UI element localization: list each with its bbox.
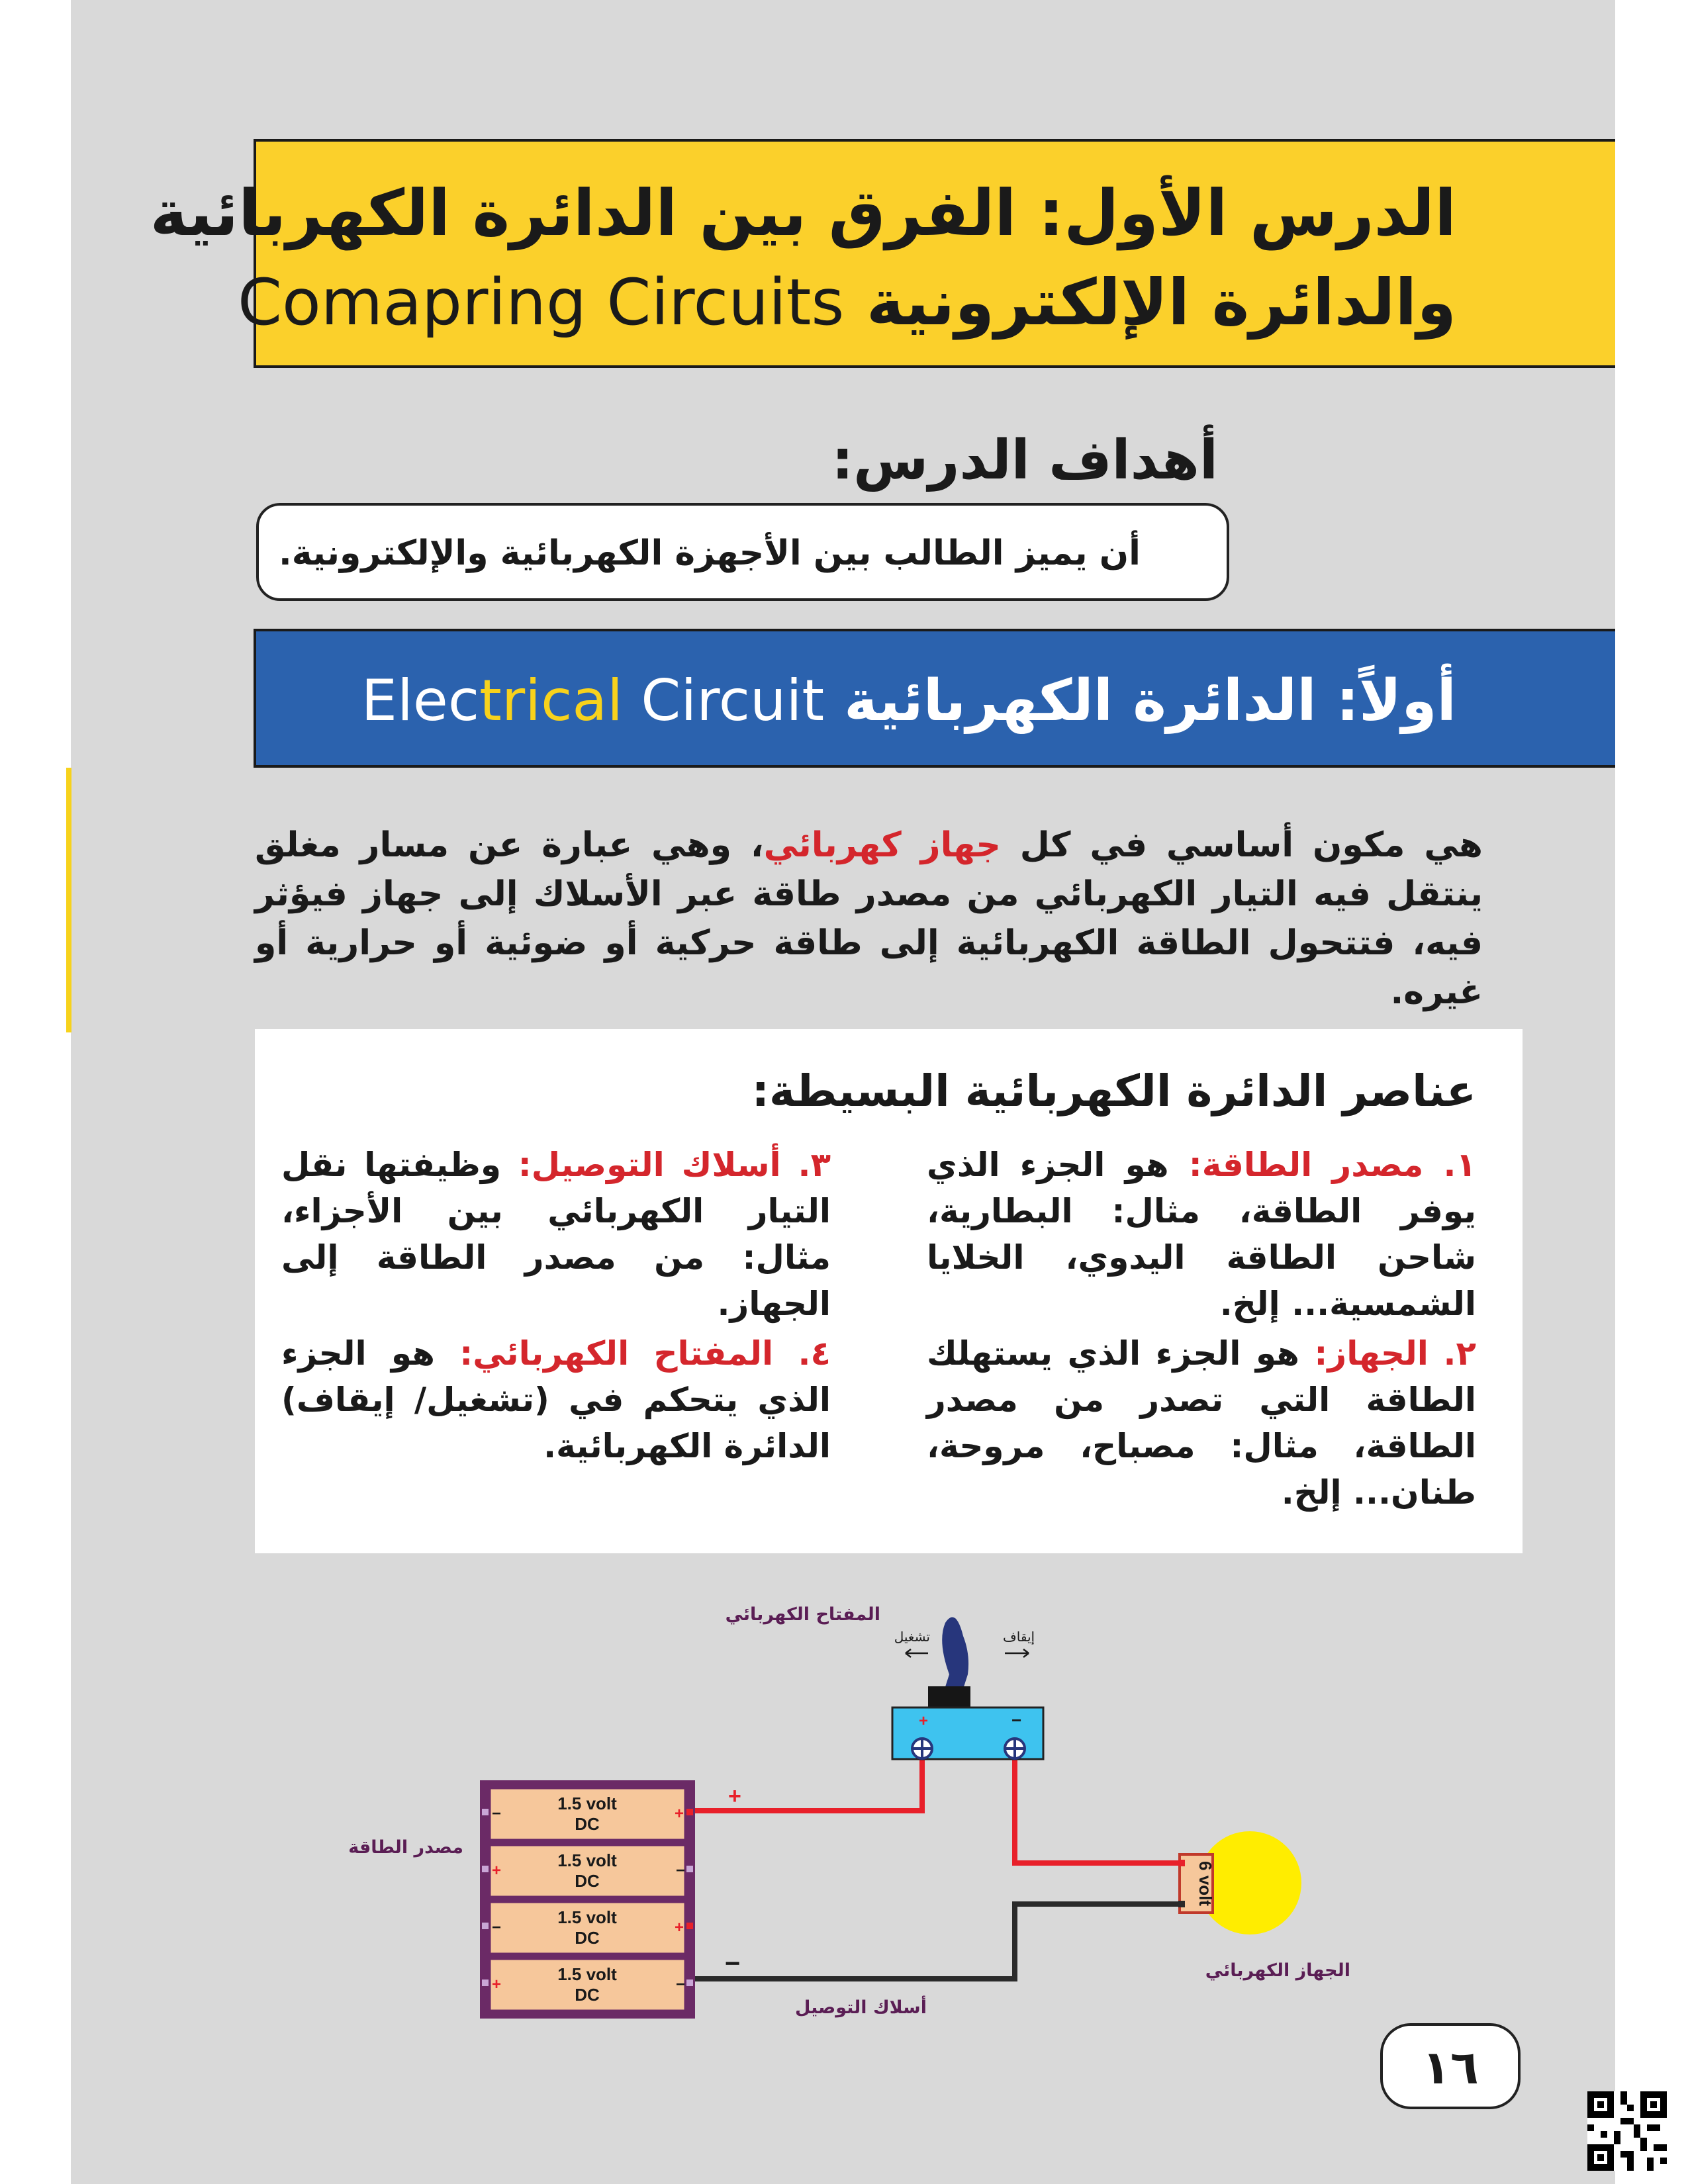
arrow-right-icon bbox=[1005, 1649, 1029, 1657]
cell-terminal bbox=[686, 1809, 693, 1815]
positive-wire bbox=[685, 1757, 922, 1811]
bulb-voltage: 6 volt bbox=[1196, 1861, 1215, 1906]
switch-sign: + bbox=[919, 1712, 929, 1730]
switch-on-label: تشغيل bbox=[894, 1629, 930, 1645]
element-text: هو الجزء الذي يتحكم في (تشغيل/ إيقاف) الدائرة الكهربائية. bbox=[281, 1334, 831, 1465]
cell-type: DC bbox=[575, 1814, 600, 1834]
bulb-terminal bbox=[1178, 1860, 1185, 1866]
bulb-terminal bbox=[1178, 1901, 1185, 1907]
section-title bbox=[361, 668, 1456, 734]
cell-terminal bbox=[482, 1923, 489, 1929]
element-item-wires bbox=[281, 1142, 831, 1327]
lesson-title-line-2 bbox=[237, 265, 1456, 340]
lesson-title-english: Comapring Circuits bbox=[237, 265, 845, 340]
intro-part-2: ، وهي عبارة عن مسار مغلق ينتقل فيه التيار الكهربائي من مصدر طاقة عبر الأسلاك إلى جهاز فيؤثر فيه، فتتحول الطاقة الكهربائية إلى طاقة حركية أو ضوئية أو حرارية أو غيره. bbox=[255, 825, 1483, 1012]
cell-voltage: 1.5 volt bbox=[557, 1907, 617, 1927]
cell-terminal bbox=[686, 1866, 693, 1872]
section-bar bbox=[254, 629, 1615, 768]
circuit-diagram bbox=[331, 1575, 1390, 2058]
section-title-en-2: trical bbox=[479, 668, 623, 734]
goals-box bbox=[256, 503, 1229, 601]
page-number-box bbox=[1380, 2023, 1521, 2109]
element-item-device bbox=[927, 1330, 1476, 1516]
cell-sign: + bbox=[675, 1919, 684, 1936]
cell-type: DC bbox=[575, 1871, 600, 1891]
cell-sign: + bbox=[675, 1805, 684, 1823]
battery-cell bbox=[490, 1902, 685, 1954]
intro-paragraph bbox=[255, 821, 1483, 1017]
switch-off-label: إيقاف bbox=[1003, 1629, 1035, 1645]
cell-terminal bbox=[686, 1979, 693, 1986]
lesson-title-line-1: الدرس الأول: الفرق بين الدائرة الكهربائية bbox=[150, 176, 1456, 250]
lesson-title-box bbox=[150, 139, 1615, 368]
element-label: ٤. المفتاح الكهربائي: bbox=[459, 1334, 831, 1373]
elements-heading: عناصر الدائرة الكهربائية البسيطة: bbox=[751, 1066, 1476, 1116]
element-label: ٢. الجهاز: bbox=[1314, 1334, 1476, 1373]
goals-heading: أهداف الدرس: bbox=[831, 429, 1218, 492]
battery-cell bbox=[490, 1788, 685, 1840]
cell-sign: − bbox=[492, 1919, 502, 1936]
qr-code-icon bbox=[1587, 2091, 1667, 2171]
arrow-left-icon bbox=[906, 1649, 928, 1657]
element-item-switch bbox=[281, 1330, 831, 1469]
wires-label: أسلاك التوصيل bbox=[794, 1997, 927, 2018]
cell-voltage: 1.5 volt bbox=[557, 1850, 617, 1870]
cell-sign: − bbox=[676, 1862, 686, 1880]
page-number: ١٦ bbox=[1422, 2040, 1479, 2095]
lesson-title-arabic: والدائرة الإلكترونية bbox=[866, 265, 1456, 340]
cell-terminal bbox=[686, 1923, 693, 1929]
negative-wire-sign: − bbox=[725, 1949, 741, 1978]
section-title-english bbox=[361, 668, 824, 734]
element-item-power-source bbox=[927, 1142, 1476, 1327]
element-label: ١. مصدر الطاقة: bbox=[1188, 1146, 1476, 1184]
element-text: هو الجزء الذي يوفر الطاقة، مثال: البطارية، شاحن الطاقة اليدوي، الخلايا الشمسية... إلخ. bbox=[927, 1146, 1476, 1323]
cell-sign: + bbox=[492, 1976, 502, 1993]
cell-terminal bbox=[482, 1866, 489, 1872]
section-title-en-1: Elec bbox=[361, 668, 480, 734]
cell-sign: − bbox=[676, 1976, 686, 1993]
negative-wire bbox=[685, 1904, 1185, 1979]
cell-type: DC bbox=[575, 1985, 600, 2005]
cell-voltage: 1.5 volt bbox=[557, 1964, 617, 1984]
section-title-en-3: Circuit bbox=[622, 668, 825, 734]
switch-sign: − bbox=[1011, 1710, 1022, 1730]
cell-sign: − bbox=[492, 1805, 502, 1823]
elements-panel bbox=[255, 1029, 1523, 1553]
cell-terminal bbox=[482, 1979, 489, 1986]
element-label: ٣. أسلاك التوصيل: bbox=[518, 1146, 831, 1184]
cell-type: DC bbox=[575, 1928, 600, 1948]
cell-sign: + bbox=[492, 1862, 502, 1880]
cell-voltage: 1.5 volt bbox=[557, 1794, 617, 1813]
battery-cell bbox=[490, 1959, 685, 2011]
cell-terminal bbox=[482, 1809, 489, 1815]
switch-label: المفتاح الكهربائي bbox=[725, 1604, 880, 1625]
goals-text: أن يميز الطالب بين الأجهزة الكهربائية والإلكترونية. bbox=[278, 533, 1141, 573]
device-label: الجهاز الكهربائي bbox=[1205, 1960, 1350, 1981]
element-text: وظيفتها نقل التيار الكهربائي بين الأجزاء، مثال: من مصدر الطاقة إلى الجهاز. bbox=[281, 1146, 831, 1323]
intro-part-1: هي مكون أساسي في كل bbox=[1000, 825, 1483, 865]
element-text: هو الجزء الذي يستهلك الطاقة التي تصدر من مصدر الطاقة، مثال: مصباح، مروحة، طنان... إلخ. bbox=[927, 1334, 1476, 1512]
battery-cell bbox=[490, 1845, 685, 1897]
red-wire-to-bulb bbox=[1015, 1757, 1185, 1863]
section-title-arabic: أولاً: الدائرة الكهربائية bbox=[844, 668, 1456, 734]
source-label: مصدر الطاقة bbox=[348, 1837, 463, 1858]
intro-highlight: جهاز كهربائي bbox=[763, 825, 1001, 865]
positive-wire-sign: + bbox=[728, 1784, 741, 1809]
margin-accent bbox=[66, 768, 71, 1032]
